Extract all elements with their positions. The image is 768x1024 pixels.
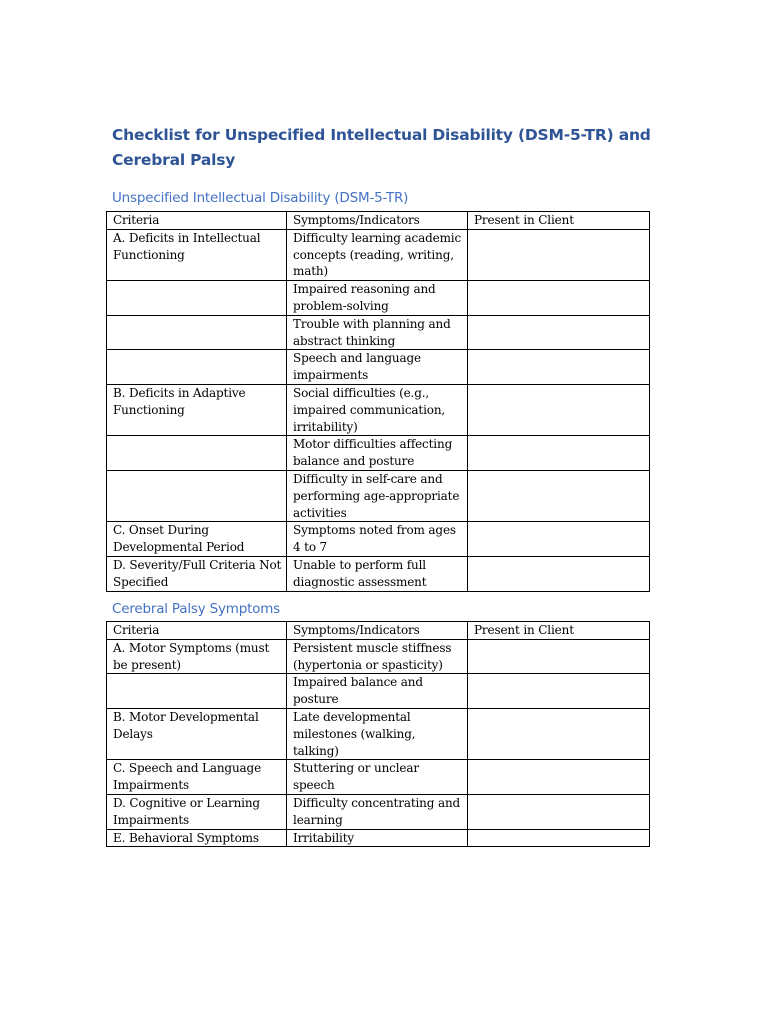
criteria-cell: A. Motor Symptoms (must be present) <box>107 639 287 674</box>
table-row <box>107 470 650 521</box>
column-header-symptoms: Symptoms/Indicators <box>287 212 468 230</box>
present-in-client-cell[interactable] <box>468 384 650 435</box>
table-row <box>107 229 650 280</box>
table-row <box>107 829 650 847</box>
present-in-client-cell[interactable] <box>468 436 650 471</box>
table-row <box>107 522 650 557</box>
present-in-client-cell[interactable] <box>468 760 650 795</box>
table-row <box>107 639 650 674</box>
table-row <box>107 384 650 435</box>
criteria-cell <box>107 315 287 350</box>
table-row <box>107 708 650 759</box>
present-in-client-cell[interactable] <box>468 522 650 557</box>
table-row <box>107 556 650 591</box>
criteria-cell: E. Behavioral Symptoms <box>107 829 287 847</box>
criteria-cell <box>107 350 287 385</box>
criteria-cell: D. Severity/Full Criteria Not Specified <box>107 556 287 591</box>
criteria-cell: B. Deficits in Adaptive Functioning <box>107 384 287 435</box>
present-in-client-cell[interactable] <box>468 639 650 674</box>
column-header-criteria: Criteria <box>107 212 287 230</box>
present-in-client-cell[interactable] <box>468 794 650 829</box>
symptom-cell: Motor difficulties affecting balance and posture <box>287 436 468 471</box>
criteria-cell <box>107 674 287 709</box>
present-in-client-cell[interactable] <box>468 281 650 316</box>
section-heading-intellectual-disability: Unspecified Intellectual Disability (DSM-5-TR) <box>112 190 409 206</box>
table-header-row <box>107 622 650 640</box>
symptom-cell: Difficulty in self-care and performing age-appropriate activities <box>287 470 468 521</box>
present-in-client-cell[interactable] <box>468 674 650 709</box>
column-header-present-in-client: Present in Client <box>468 212 650 230</box>
symptom-cell: Stuttering or unclear speech <box>287 760 468 795</box>
symptom-cell: Impaired reasoning and problem-solving <box>287 281 468 316</box>
table-row <box>107 281 650 316</box>
symptom-cell: Difficulty concentrating and learning <box>287 794 468 829</box>
symptom-cell: Impaired balance and posture <box>287 674 468 709</box>
criteria-cell: C. Speech and Language Impairments <box>107 760 287 795</box>
symptom-cell: Late developmental milestones (walking, talking) <box>287 708 468 759</box>
present-in-client-cell[interactable] <box>468 470 650 521</box>
column-header-present-in-client: Present in Client <box>468 622 650 640</box>
intellectual-disability-checklist-table <box>106 211 650 592</box>
table-row <box>107 760 650 795</box>
criteria-cell <box>107 436 287 471</box>
present-in-client-cell[interactable] <box>468 829 650 847</box>
symptom-cell: Trouble with planning and abstract thinking <box>287 315 468 350</box>
symptom-cell: Persistent muscle stiffness (hypertonia or spasticity) <box>287 639 468 674</box>
present-in-client-cell[interactable] <box>468 350 650 385</box>
table-row <box>107 436 650 471</box>
present-in-client-cell[interactable] <box>468 556 650 591</box>
section-heading-cerebral-palsy: Cerebral Palsy Symptoms <box>112 601 281 617</box>
criteria-cell: C. Onset During Developmental Period <box>107 522 287 557</box>
present-in-client-cell[interactable] <box>468 229 650 280</box>
symptom-cell: Social difficulties (e.g., impaired communication, irritability) <box>287 384 468 435</box>
table-row <box>107 794 650 829</box>
table-row <box>107 674 650 709</box>
criteria-cell <box>107 470 287 521</box>
table-row <box>107 315 650 350</box>
symptom-cell: Difficulty learning academic concepts (reading, writing, math) <box>287 229 468 280</box>
table-row <box>107 350 650 385</box>
symptom-cell: Irritability <box>287 829 468 847</box>
symptom-cell: Speech and language impairments <box>287 350 468 385</box>
criteria-cell: A. Deficits in Intellectual Functioning <box>107 229 287 280</box>
symptom-cell: Unable to perform full diagnostic assessment <box>287 556 468 591</box>
criteria-cell <box>107 281 287 316</box>
column-header-criteria: Criteria <box>107 622 287 640</box>
present-in-client-cell[interactable] <box>468 708 650 759</box>
criteria-cell: D. Cognitive or Learning Impairments <box>107 794 287 829</box>
criteria-cell: B. Motor Developmental Delays <box>107 708 287 759</box>
column-header-symptoms: Symptoms/Indicators <box>287 622 468 640</box>
cerebral-palsy-checklist-table <box>106 621 650 847</box>
table-header-row <box>107 212 650 230</box>
present-in-client-cell[interactable] <box>468 315 650 350</box>
symptom-cell: Symptoms noted from ages 4 to 7 <box>287 522 468 557</box>
document-title: Checklist for Unspecified Intellectual Disability (DSM-5-TR) and Cerebral Palsy <box>112 126 651 169</box>
